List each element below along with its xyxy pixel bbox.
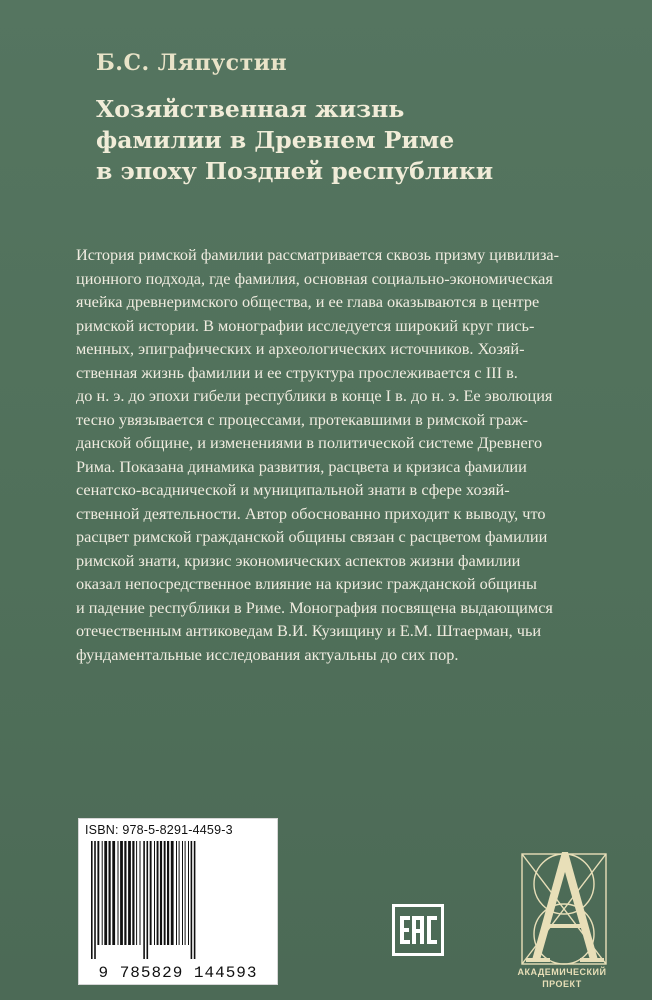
isbn-label: ISBN: 978-5-8291-4459-3 [85, 823, 233, 837]
annotation-line: расцвет римской гражданской общины связан с расцветом фамилии [76, 527, 548, 546]
barcode-bar [157, 841, 159, 945]
annotation-line: и падение республики в Риме. Монография посвящена выдающимся [76, 597, 553, 617]
barcode-bar [147, 841, 149, 959]
annotation-line: до н. э. до эпохи гибели республики в конце I в. до н. э. Ее эволюция [76, 386, 553, 405]
annotation-line: отечественным антиковедам В.И. Кузищину и Е.М. Штаерман, чьи [76, 621, 542, 640]
annotation-line: Рима. Показана динамика развития, расцвета и кризиса фамилии [76, 456, 527, 476]
barcode-bar [128, 841, 131, 945]
annotation-line: данской общине, и изменениями в политической системе Древнего [76, 433, 543, 452]
barcode-bar [167, 841, 169, 945]
barcode-bar [112, 841, 115, 945]
annotation-line: римской истории. В монографии исследуется широкий круг пись- [76, 315, 535, 335]
publisher-line: АКАДЕМИЧЕСКИЙ [517, 967, 607, 977]
annotation-line: ственная жизнь фамилии и ее структура прослеживается с III в. [76, 362, 518, 382]
barcode-bar [150, 841, 152, 945]
publisher-line: ПРОЕКТ [542, 979, 582, 989]
annotation-line: ционного подхода, где фамилия, основная социально-экономическая [76, 268, 553, 288]
annotation-line: тесно увязывается с процессами, протекавшими в римской граж- [76, 409, 528, 429]
ean-number: 9 785829 144593 [98, 964, 258, 982]
eac-mark-icon [392, 904, 444, 956]
annotation-line: ственной деятельности. Автор обоснованно приходит к выводу, что [76, 503, 546, 523]
barcode-bar [143, 841, 145, 959]
barcode-bar [124, 841, 126, 945]
barcode-bar [94, 841, 96, 959]
annotation-line: фундаментальные исследования актуальны до сих пор. [76, 644, 459, 664]
barcode-bar [97, 841, 99, 945]
annotation-text [76, 243, 596, 666]
barcode-bar [182, 841, 183, 945]
title-line: Хозяйственная жизнь [96, 95, 405, 123]
barcode-bar [140, 841, 141, 945]
barcode-bars [85, 841, 271, 959]
barcode-bar [118, 841, 119, 945]
barcode-bar [191, 841, 193, 959]
barcode-bar [154, 841, 155, 945]
barcode-bar [188, 841, 189, 945]
barcode-bar [164, 841, 166, 945]
barcode-bar [132, 841, 134, 945]
barcode-bar [109, 841, 111, 945]
barcode-bar [176, 841, 177, 945]
annotation-line: римской знати, кризис экономических аспектов жизни фамилии [76, 550, 521, 570]
barcode-bar [179, 841, 180, 945]
barcode-bar [102, 841, 103, 945]
title-line: в эпоху Поздней республики [96, 157, 494, 185]
annotation-line: История римской фамилии рассматривается сквозь призму цивилиза- [76, 245, 560, 264]
barcode-bar [194, 841, 196, 959]
barcode-bar [185, 841, 186, 945]
academic-project-logo-icon [518, 848, 610, 968]
annotation-line: оказал непосредственное влияние на кризис гражданской общины [76, 574, 537, 593]
author-name: Б.С. Ляпустин [96, 50, 288, 76]
annotation-line: ячейка древнеримского общества, и ее глава оказываются в центре [76, 292, 540, 311]
barcode-bar [171, 841, 174, 945]
barcode-bar [160, 841, 162, 945]
barcode-bar [91, 841, 93, 959]
book-title [96, 94, 596, 187]
barcode-bar [104, 841, 107, 945]
barcode-bar [136, 841, 137, 945]
barcode-bar [120, 841, 123, 945]
title-line: фамилии в Древнем Риме [96, 126, 455, 154]
barcode-panel [78, 818, 278, 985]
annotation-line: сенатско-всаднической и муниципальной знати в сфере хозяй- [76, 480, 510, 499]
annotation-line: менных, эпиграфических и археологических источников. Хозяй- [76, 339, 525, 358]
publisher-name [498, 966, 626, 990]
